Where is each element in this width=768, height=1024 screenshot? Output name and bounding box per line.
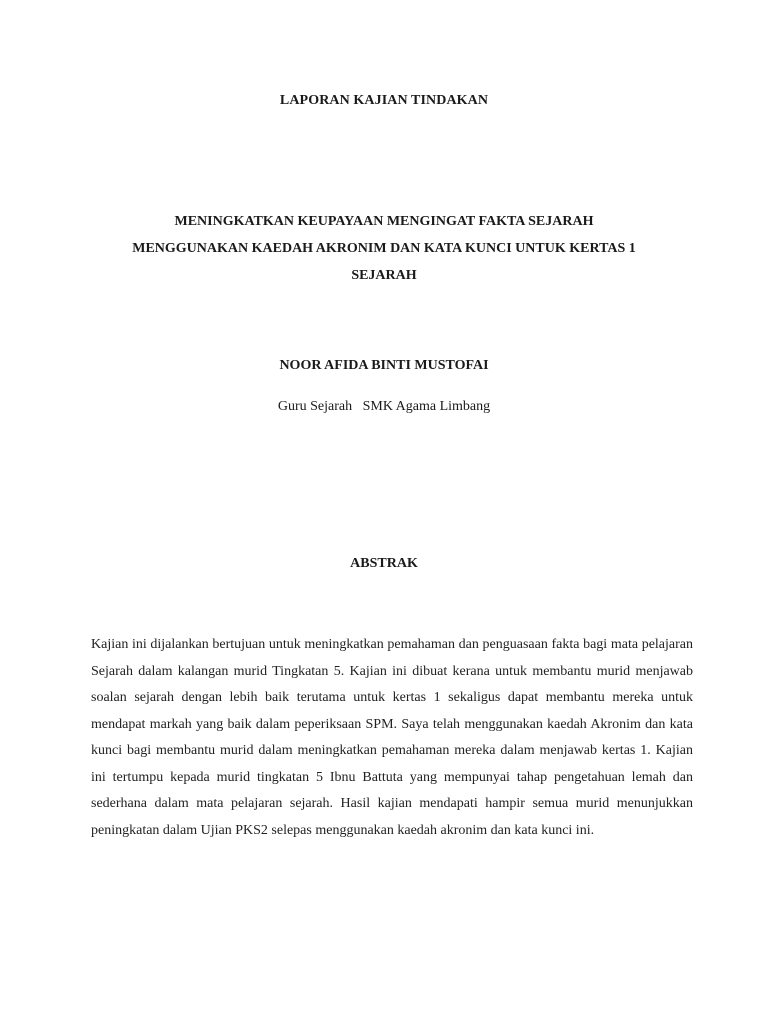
report-type-heading: LAPORAN KAJIAN TINDAKAN bbox=[279, 93, 489, 108]
author-affiliation: Guru Sejarah SMK Agama Limbang bbox=[277, 399, 491, 414]
abstract-body bbox=[91, 632, 693, 844]
title-line-1: MENINGKATKAN KEUPAYAAN MENGINGAT FAKTA SEJARAH bbox=[174, 214, 594, 229]
abstract-paragraph: Kajian ini dijalankan bertujuan untuk meningkatkan pemahaman dan penguasaan fakta bagi mata pelajaran Sejarah dalam kalangan murid Tingkatan 5. Kajian ini dibuat kerana untuk membantu murid menjawab soalan sejarah dengan lebih baik terutama untuk kertas 1 sekaligus dapat membantu mereka untuk mendapat markah yang baik dalam peperiksaan SPM. Saya telah menggunakan kaedah Akronim dan kata kunci bagi membantu murid dalam meningkatkan pemahaman mereka dalam menjawab kertas 1. Kajian ini tertumpu kepada murid tingkatan 5 Ibnu Battuta yang mempunyai tahap pengetahuan lemah dan sederhana dalam mata pelajaran sejarah. Hasil kajian mendapati hampir semua murid menunjukkan peningkatan dalam Ujian PKS2 selepas menggunakan kaedah akronim dan kata kunci ini. bbox=[91, 637, 693, 838]
report-title bbox=[0, 208, 768, 289]
abstract-heading: ABSTRAK bbox=[350, 556, 418, 571]
title-line-2: MENGGUNAKAN KAEDAH AKRONIM DAN KATA KUNCI UNTUK KERTAS 1 bbox=[132, 241, 636, 256]
author-name: NOOR AFIDA BINTI MUSTOFAI bbox=[279, 358, 489, 373]
title-line-3: SEJARAH bbox=[351, 268, 417, 283]
